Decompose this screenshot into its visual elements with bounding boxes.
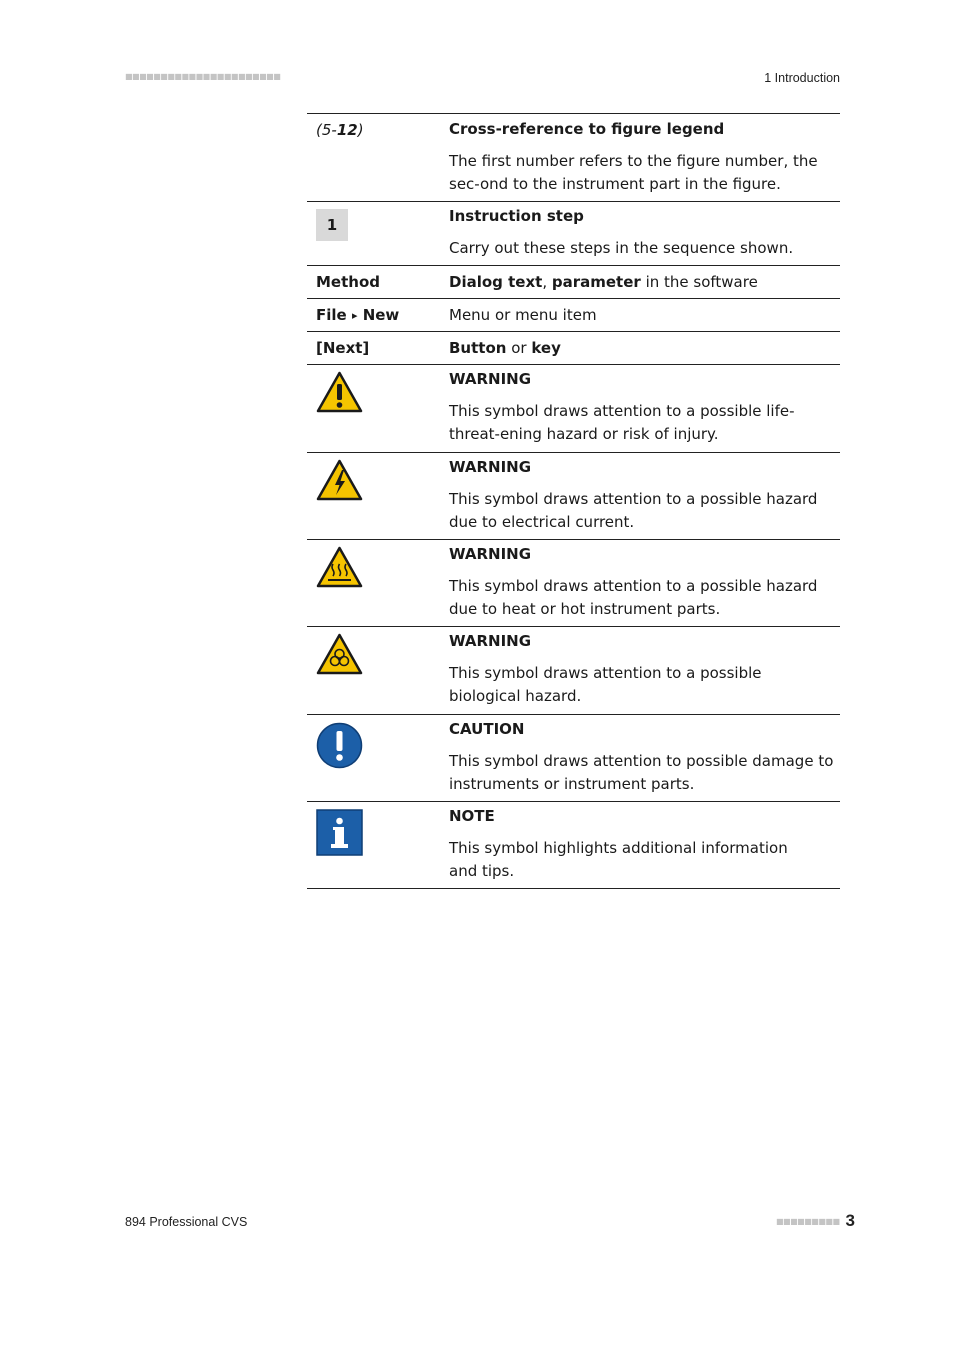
warning-exclamation-icon [316, 371, 363, 413]
electrical-hazard-icon [316, 459, 363, 501]
biohazard-icon [316, 633, 363, 675]
row-description: This symbol draws attention to a possible hazard due to electrical current. [449, 490, 818, 531]
conventions-table [307, 113, 840, 889]
row-description: The first number refers to the figure number, the sec-ond to the instrument part in the figure. [449, 152, 818, 193]
page-number: 3 [845, 1211, 855, 1230]
figure-part-number: 12 [336, 121, 358, 139]
table-row [307, 332, 840, 365]
row-description: This symbol draws attention to a possible biological hazard. [449, 664, 762, 705]
table-row [307, 202, 840, 266]
info-icon [316, 809, 363, 856]
header-decoration: ■■■■■■■■■■■■■■■■■■■■■■ [125, 72, 281, 81]
row-title: Cross-reference to figure legend [449, 120, 725, 138]
cross-reference-example: (5-12) [316, 121, 364, 139]
row-title: WARNING [449, 545, 532, 563]
table-row [307, 802, 840, 889]
table-row [307, 715, 840, 802]
row-title: WARNING [449, 370, 532, 388]
table-row [307, 299, 840, 332]
row-description: This symbol draws attention to a possible hazard due to heat or hot instrument parts. [449, 577, 818, 618]
page-footer [776, 1211, 855, 1231]
footer-decoration: ■■■■■■■■■ [776, 1216, 840, 1226]
step-number-box: 1 [316, 209, 348, 241]
table-row [307, 540, 840, 627]
row-description: This symbol draws attention to possible damage to instruments or instrument parts. [449, 752, 834, 793]
product-name: 894 Professional CVS [125, 1215, 248, 1229]
row-title: Instruction step [449, 207, 584, 225]
row-description: Menu or menu item [449, 305, 597, 324]
table-row [307, 114, 840, 202]
row-description: Button or key [449, 338, 561, 357]
caution-exclamation-icon [316, 722, 363, 769]
method-example: Method [316, 273, 380, 291]
menu-example: File ▸ New [316, 306, 400, 324]
row-description: Dialog text, parameter in the software [449, 272, 758, 291]
row-title: CAUTION [449, 720, 525, 738]
table-row [307, 266, 840, 299]
row-title: WARNING [449, 632, 532, 650]
table-row [307, 453, 840, 540]
row-description: This symbol highlights additional information and tips. [449, 839, 788, 880]
row-title: NOTE [449, 807, 495, 825]
chapter-title: 1 Introduction [764, 71, 840, 85]
table-row [307, 365, 840, 453]
row-description: This symbol draws attention to a possible life-threat-ening hazard or risk of injury. [449, 402, 795, 443]
menu-arrow-icon: ▸ [351, 309, 358, 322]
hot-surface-icon [316, 546, 363, 588]
row-description: Carry out these steps in the sequence shown. [449, 239, 794, 257]
table-row [307, 627, 840, 715]
button-example: [Next] [316, 339, 370, 357]
row-title: WARNING [449, 458, 532, 476]
